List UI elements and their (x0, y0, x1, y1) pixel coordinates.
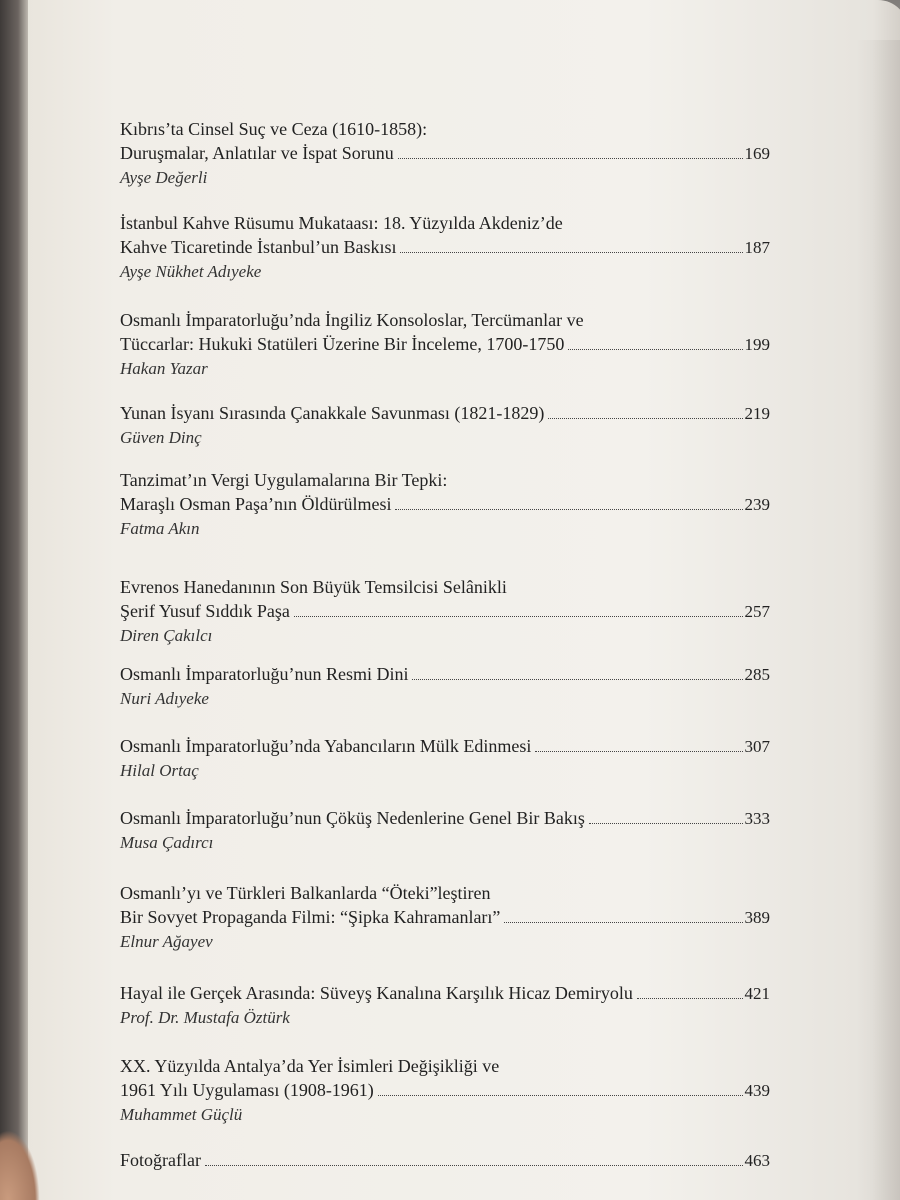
toc-entry-title-text: Duruşmalar, Anlatılar ve İspat Sorunu (120, 143, 394, 163)
toc-entry-page-number: 307 (744, 737, 770, 756)
toc-entry-title-text: Osmanlı İmparatorluğu’nun Çöküş Nedenlerine Genel Bir Bakış (120, 808, 585, 828)
toc-entry-title-line: Osmanlı İmparatorluğu’nda İngiliz Konsoloslar, Tercümanlar ve (120, 310, 584, 330)
toc-entry-title-last-line (120, 235, 770, 260)
toc-entry-title-line: XX. Yüzyılda Antalya’da Yer İsimleri Değişikliği ve (120, 1056, 500, 1076)
toc-entry-title-last-line (120, 599, 770, 624)
toc-entry-title-text: Hayal ile Gerçek Arasında: Süveyş Kanalına Karşılık Hicaz Demiryolu (120, 983, 633, 1003)
toc-entry-title-text: Bir Sovyet Propaganda Filmi: “Şipka Kahramanları” (120, 907, 501, 927)
toc-entry-page-number: 333 (744, 809, 770, 828)
toc-entry-page-number: 219 (744, 404, 770, 423)
toc-entry-title-last-line (120, 905, 770, 930)
toc-entry-page-number: 463 (744, 1151, 770, 1170)
toc-entry-page-number: 285 (744, 665, 770, 684)
toc-entry-title-text: Osmanlı İmparatorluğu’nda Yabancıların Mülk Edinmesi (120, 736, 532, 756)
toc-entry (120, 211, 770, 284)
toc-entry (120, 662, 770, 711)
toc-entry-title-last-line (120, 734, 770, 759)
toc-entry-title-line: İstanbul Kahve Rüsumu Mukataası: 18. Yüzyılda Akdeniz’de (120, 213, 563, 233)
toc-entry-author: Musa Çadırcı (120, 833, 214, 852)
toc-entry-author: Güven Dinç (120, 428, 202, 447)
dot-leader (535, 750, 742, 752)
dot-leader (637, 997, 743, 999)
toc-entry (120, 575, 770, 648)
toc-entry-title-last-line (120, 981, 770, 1006)
toc-entry-page-number: 239 (744, 495, 770, 514)
toc-entry-page-number: 421 (744, 984, 770, 1003)
thumb (0, 1130, 40, 1200)
toc-entry (120, 117, 770, 190)
dot-leader (568, 348, 742, 350)
toc-entry-title-line: Osmanlı’yı ve Türkleri Balkanlarda “Öteki”leştiren (120, 883, 491, 903)
toc-entry-title-last-line (120, 1078, 770, 1103)
toc-entry-title-last-line (120, 332, 770, 357)
toc-entry (120, 1148, 770, 1173)
toc-entry-page-number: 389 (744, 908, 770, 927)
toc-entry-page-number: 439 (744, 1081, 770, 1100)
dot-leader (412, 678, 742, 680)
toc-entry-title-last-line (120, 141, 770, 166)
toc-entry-title-line: Kıbrıs’ta Cinsel Suç ve Ceza (1610-1858): (120, 119, 428, 139)
toc-entry-author: Hilal Ortaç (120, 761, 199, 780)
toc-entry-author: Nuri Adıyeke (120, 689, 209, 708)
dot-leader (294, 615, 743, 617)
toc-entry-author: Diren Çakılcı (120, 626, 213, 645)
toc-entry-author: Hakan Yazar (120, 359, 208, 378)
toc-entry-author: Ayşe Değerli (120, 168, 208, 187)
toc-entry-title-text: Yunan İsyanı Sırasında Çanakkale Savunması (1821-1829) (120, 403, 545, 423)
toc-entry (120, 468, 770, 541)
dot-leader (205, 1164, 743, 1166)
toc-entry (120, 734, 770, 783)
toc-entry (120, 401, 770, 450)
book-spine-edge (0, 0, 30, 1200)
dot-leader (395, 508, 742, 510)
toc-entry-author: Ayşe Nükhet Adıyeke (120, 262, 262, 281)
page-fold-shadow (856, 40, 900, 1200)
toc-entry-page-number: 257 (744, 602, 770, 621)
dot-leader (589, 822, 743, 824)
dot-leader (548, 417, 742, 419)
toc-entry (120, 981, 770, 1030)
toc-entry-title-line: Evrenos Hanedanının Son Büyük Temsilcisi Selânikli (120, 577, 507, 597)
toc-entry-title-text: Osmanlı İmparatorluğu’nun Resmi Dini (120, 664, 409, 684)
dot-leader (400, 251, 742, 253)
toc-entry-author: Prof. Dr. Mustafa Öztürk (120, 1008, 290, 1027)
toc-entry (120, 806, 770, 855)
toc-entry-title-text: Şerif Yusuf Sıddık Paşa (120, 601, 290, 621)
dot-leader (378, 1094, 743, 1096)
toc-entry-title-last-line (120, 806, 770, 831)
toc-entry-page-number: 199 (744, 335, 770, 354)
toc-entry-title-line: Tanzimat’ın Vergi Uygulamalarına Bir Tepki: (120, 470, 448, 490)
toc-entry-author: Elnur Ağayev (120, 932, 213, 951)
toc-entry-title-last-line (120, 1148, 770, 1173)
toc-entry-author: Muhammet Güçlü (120, 1105, 243, 1124)
toc-entry-title-last-line (120, 492, 770, 517)
toc-entry-page-number: 187 (744, 238, 770, 257)
toc-entry-page-number: 169 (744, 144, 770, 163)
toc-entry (120, 308, 770, 381)
toc-entry-title-last-line (120, 662, 770, 687)
dot-leader (398, 157, 743, 159)
toc-entry-title-text: Kahve Ticaretinde İstanbul’un Baskısı (120, 237, 397, 257)
toc-entry-title-text: Fotoğraflar (120, 1150, 201, 1170)
toc-entry-title-last-line (120, 401, 770, 426)
toc-entry (120, 881, 770, 954)
toc-entry-title-text: Maraşlı Osman Paşa’nın Öldürülmesi (120, 494, 392, 514)
dot-leader (504, 921, 742, 923)
toc-entry-author: Fatma Akın (120, 519, 200, 538)
toc-entry-title-text: Tüccarlar: Hukuki Statüleri Üzerine Bir İnceleme, 1700-1750 (120, 334, 565, 354)
toc-entry (120, 1054, 770, 1127)
toc-entry-title-text: 1961 Yılı Uygulaması (1908-1961) (120, 1080, 374, 1100)
